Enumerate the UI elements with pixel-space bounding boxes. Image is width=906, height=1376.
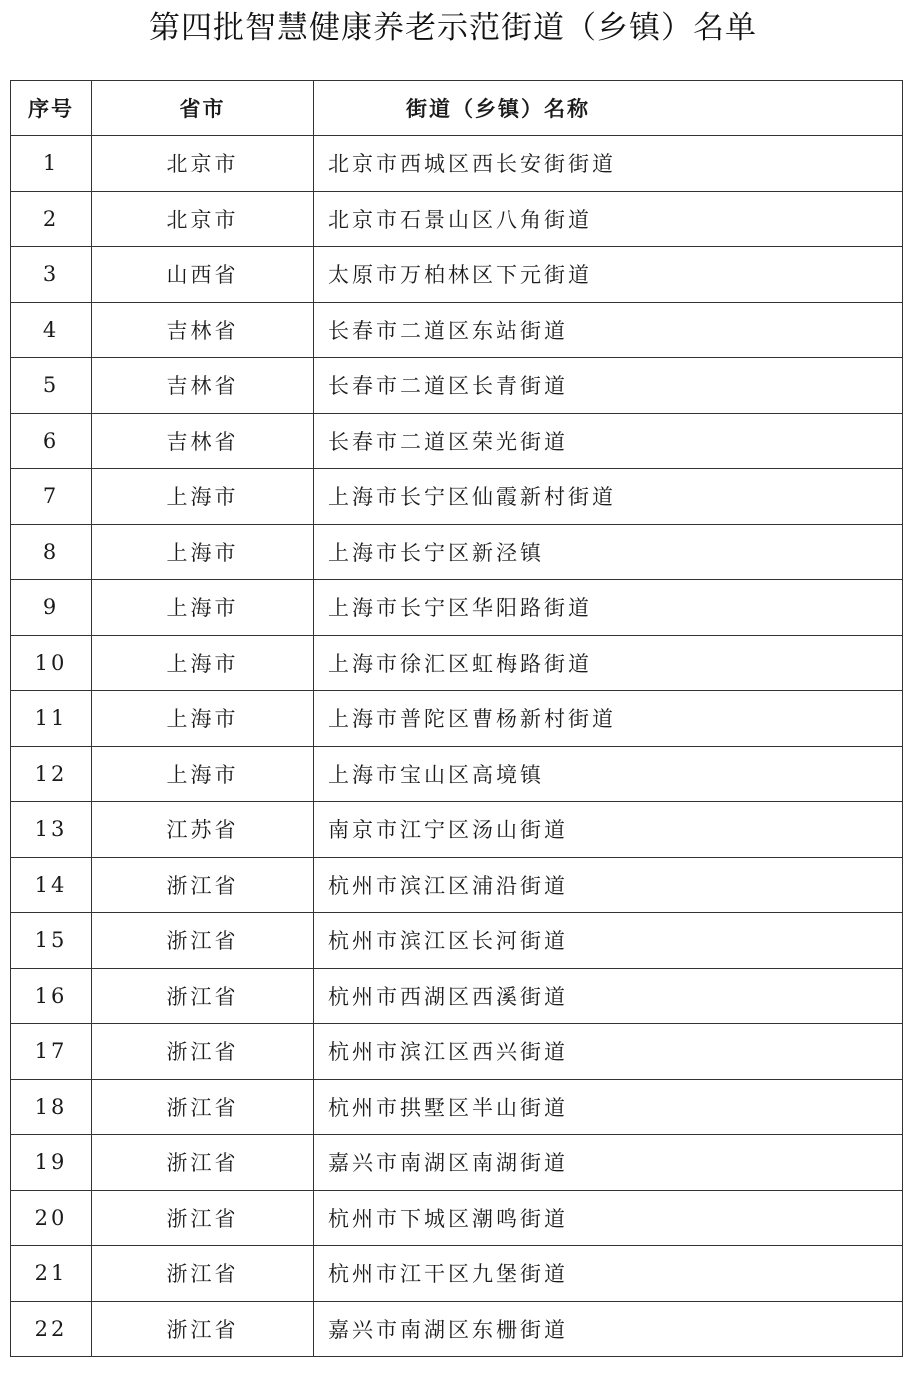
table-row: [11, 913, 903, 969]
row-province: 上海市: [92, 469, 314, 525]
table-row: [11, 1190, 903, 1246]
row-street-name: 嘉兴市南湖区东栅街道: [314, 1301, 903, 1357]
row-street-name: 杭州市滨江区西兴街道: [314, 1024, 903, 1080]
page-title: 第四批智慧健康养老示范街道（乡镇）名单: [149, 10, 757, 46]
row-street-name: 上海市长宁区新泾镇: [314, 524, 903, 580]
row-street-name: 太原市万柏林区下元街道: [314, 247, 903, 303]
row-province: 浙江省: [92, 1024, 314, 1080]
table-row: [11, 302, 903, 358]
row-street-name: 杭州市西湖区西溪街道: [314, 968, 903, 1024]
row-province: 北京市: [92, 191, 314, 247]
table-row: [11, 247, 903, 303]
row-number: 12: [11, 746, 92, 802]
row-province: 上海市: [92, 691, 314, 747]
row-street-name: 长春市二道区长青街道: [314, 358, 903, 414]
header-number: 序号: [11, 81, 92, 136]
row-street-name: 杭州市下城区潮鸣街道: [314, 1190, 903, 1246]
row-province: 浙江省: [92, 1301, 314, 1357]
table-row: [11, 1135, 903, 1191]
row-street-name: 嘉兴市南湖区南湖街道: [314, 1135, 903, 1191]
row-street-name: 长春市二道区荣光街道: [314, 413, 903, 469]
row-province: 上海市: [92, 580, 314, 636]
table-row: [11, 1301, 903, 1357]
row-number: 16: [11, 968, 92, 1024]
row-province: 浙江省: [92, 1135, 314, 1191]
row-street-name: 上海市徐汇区虹梅路街道: [314, 635, 903, 691]
row-street-name: 上海市长宁区华阳路街道: [314, 580, 903, 636]
row-province: 山西省: [92, 247, 314, 303]
row-province: 上海市: [92, 746, 314, 802]
table-header: [11, 81, 903, 136]
row-number: 19: [11, 1135, 92, 1191]
row-province: 浙江省: [92, 913, 314, 969]
row-street-name: 北京市西城区西长安街街道: [314, 136, 903, 192]
row-province: 上海市: [92, 524, 314, 580]
row-number: 5: [11, 358, 92, 414]
table-row: [11, 413, 903, 469]
row-street-name: 杭州市滨江区长河街道: [314, 913, 903, 969]
row-number: 21: [11, 1246, 92, 1302]
header-name: 街道（乡镇）名称: [314, 81, 903, 136]
table-row: [11, 1246, 903, 1302]
row-street-name: 长春市二道区东站街道: [314, 302, 903, 358]
row-province: 吉林省: [92, 302, 314, 358]
table-row: [11, 191, 903, 247]
row-province: 上海市: [92, 635, 314, 691]
row-number: 18: [11, 1079, 92, 1135]
row-number: 8: [11, 524, 92, 580]
row-street-name: 南京市江宁区汤山街道: [314, 802, 903, 858]
row-province: 北京市: [92, 136, 314, 192]
row-number: 11: [11, 691, 92, 747]
row-number: 4: [11, 302, 92, 358]
row-province: 浙江省: [92, 968, 314, 1024]
row-number: 17: [11, 1024, 92, 1080]
row-street-name: 杭州市拱墅区半山街道: [314, 1079, 903, 1135]
header-row: [11, 81, 903, 136]
table-row: [11, 524, 903, 580]
table-row: [11, 1079, 903, 1135]
row-street-name: 上海市长宁区仙霞新村街道: [314, 469, 903, 525]
table-row: [11, 691, 903, 747]
row-province: 浙江省: [92, 1246, 314, 1302]
row-number: 6: [11, 413, 92, 469]
table-row: [11, 635, 903, 691]
header-province: 省市: [92, 81, 314, 136]
row-number: 13: [11, 802, 92, 858]
row-street-name: 杭州市滨江区浦沿街道: [314, 857, 903, 913]
row-number: 9: [11, 580, 92, 636]
table-row: [11, 968, 903, 1024]
table-row: [11, 802, 903, 858]
row-number: 10: [11, 635, 92, 691]
row-number: 20: [11, 1190, 92, 1246]
row-number: 22: [11, 1301, 92, 1357]
row-street-name: 上海市宝山区高境镇: [314, 746, 903, 802]
row-province: 浙江省: [92, 1190, 314, 1246]
row-street-name: 上海市普陀区曹杨新村街道: [314, 691, 903, 747]
street-list-table: [10, 80, 903, 1357]
row-province: 浙江省: [92, 1079, 314, 1135]
row-street-name: 杭州市江干区九堡街道: [314, 1246, 903, 1302]
row-province: 江苏省: [92, 802, 314, 858]
row-number: 3: [11, 247, 92, 303]
row-number: 1: [11, 136, 92, 192]
row-number: 15: [11, 913, 92, 969]
table-row: [11, 136, 903, 192]
row-province: 浙江省: [92, 857, 314, 913]
table-row: [11, 358, 903, 414]
row-number: 7: [11, 469, 92, 525]
table-row: [11, 857, 903, 913]
row-street-name: 北京市石景山区八角街道: [314, 191, 903, 247]
table-row: [11, 746, 903, 802]
row-number: 14: [11, 857, 92, 913]
row-province: 吉林省: [92, 413, 314, 469]
table-row: [11, 1024, 903, 1080]
row-province: 吉林省: [92, 358, 314, 414]
table-row: [11, 469, 903, 525]
table-row: [11, 580, 903, 636]
table-body: [11, 136, 903, 1357]
row-number: 2: [11, 191, 92, 247]
